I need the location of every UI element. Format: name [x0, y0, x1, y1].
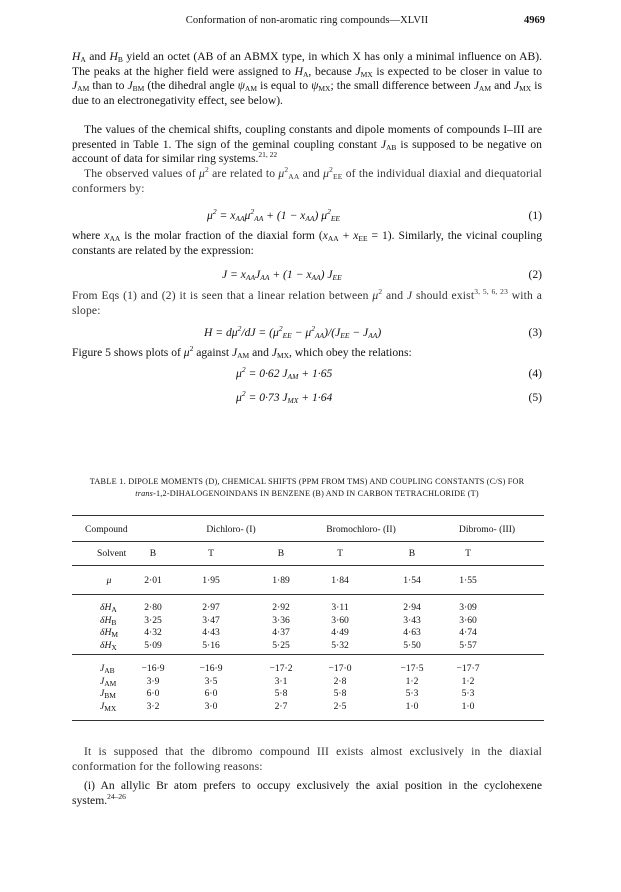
table-cell: 1·89 — [272, 575, 290, 586]
shift-row-label: $\delta H_A$ — [100, 602, 117, 614]
table-cell: −17·0 — [328, 663, 352, 674]
row-header-solvent: Solvent — [97, 548, 127, 559]
equation-4 — [72, 367, 542, 383]
table-cell: 1·0 — [461, 700, 475, 712]
page-number: 4969 — [524, 15, 545, 26]
table-cell: 2·01 — [144, 575, 162, 586]
table-cell: 5·16 — [202, 639, 220, 651]
paragraph-7: It is supposed that the dibromo compound III exists almost exclusively in the diaxial conformation for the following reasons: — [72, 745, 542, 773]
equation-5-number: (5) — [528, 391, 542, 404]
table-cell: 5·32 — [331, 639, 349, 651]
table-cell: 4·63 — [403, 627, 421, 638]
table-rule-2 — [72, 541, 544, 542]
table-cell: 1·95 — [202, 575, 220, 586]
table-cell: 3·0 — [204, 700, 218, 712]
table-cell: 3·60 — [331, 614, 349, 626]
table-cell: 5·09 — [144, 639, 162, 651]
equation-2-number: (2) — [528, 268, 542, 281]
column-header-compound: Compound — [85, 524, 128, 535]
coupling-row-label: $J_{AM}$ — [100, 675, 117, 688]
table-cell: 1·84 — [331, 575, 349, 586]
table-cell: 2·92 — [272, 602, 290, 613]
table-cell: 2·94 — [403, 602, 421, 613]
column-header-compound-2: Bromochloro- (II) — [326, 524, 396, 535]
table-caption-line-1: DIPOLE MOMENTS (D), CHEMICAL SHIFTS (PPM FROM TMS) AND COUPLING CONSTANTS (C/S) FOR — [126, 477, 525, 486]
table-cell: 2·7 — [274, 700, 288, 712]
table-cell: 3·9 — [146, 675, 160, 687]
table-cell: 1·2 — [461, 675, 475, 687]
table-cell: 4·43 — [202, 627, 220, 638]
table-cell: 3·5 — [204, 675, 218, 687]
table-cell: 4·37 — [272, 627, 290, 638]
table-cell: 5·8 — [333, 688, 347, 699]
paragraph-8: (i) An allylic Br atom prefers to occupy exclusively the axial position in the cyclohexene system.$^{24-26}$ — [72, 779, 542, 807]
table-cell: 3·36 — [272, 614, 290, 626]
table-cell: 5·3 — [461, 688, 475, 699]
table-cell: 1·55 — [459, 575, 477, 586]
table-cell: 2·80 — [144, 602, 162, 613]
running-title: Conformation of non-aromatic ring compounds—XLVII — [185, 15, 429, 26]
row-header-mu: μ — [106, 575, 112, 586]
paragraph-1: $H_A$ and $H_B$ yield an octet (AB of an ABMX type, in which X has only a minimal influence on AB). The peaks at the higher field were assigned to $H_A$, because $J_{MX}$ is expected to be closer in value to $J_{AM}$ than to $J_{BM}$ (the dihedral angle $\psi_{AM}$ is equal to $\psi_{MX}$; the small difference between $J_{AM}$ and $J_{MX}$ is due to an electronegativity effect, see below). — [72, 50, 543, 107]
solvent-cell: B — [149, 548, 157, 559]
paragraph-3: The observed values of $\mu^2$ are related to $\mu^2_{AA}$ and $\mu^2_{EE}$ of the individual diaxial and diequatorial conformers by: — [72, 165, 542, 195]
table-cell: 5·3 — [405, 688, 419, 699]
solvent-cell: T — [337, 548, 343, 559]
column-header-compound-1: Dichloro- (I) — [206, 524, 256, 535]
table-cell: 3·2 — [146, 700, 160, 712]
paragraph-6: Figure 5 shows plots of $\mu^2$ against $J_{AM}$ and $J_{MX}$, which obey the relations: — [72, 344, 412, 360]
column-header-compound-3: Dibromo- (III) — [458, 524, 516, 535]
table-caption — [72, 476, 542, 500]
table-cell: 5·50 — [403, 639, 421, 651]
table-cell: 5·8 — [274, 688, 288, 699]
table-cell: 1·54 — [403, 575, 421, 586]
shift-row-label: $\delta H_M$ — [100, 627, 119, 639]
shift-row-label: $\delta H_B$ — [100, 614, 117, 627]
table-cell: 2·97 — [202, 602, 220, 613]
table-cell: −17·7 — [456, 663, 480, 674]
table-cell: 1·0 — [405, 700, 419, 712]
table-cell: 3·25 — [144, 614, 162, 626]
table-caption-label: TABLE 1. — [89, 477, 127, 486]
table-cell: 4·49 — [331, 627, 349, 638]
table-cell: −16·9 — [199, 663, 223, 674]
table-cell: 4·32 — [144, 627, 162, 638]
table-cell: 3·47 — [202, 614, 220, 626]
table-rule-bottom — [72, 720, 544, 721]
equation-5-body: $\mu^2 = 0\cdot 73$ $J_{MX} + 1\cdot 64$ — [236, 389, 333, 405]
table-cell: 2·5 — [333, 700, 347, 712]
table-cell: 3·60 — [459, 614, 477, 626]
paragraph-4: where $x_{AA}$ is the molar fraction of the diaxial form $(x_{AA} + x_{EE} = 1)$. Similarly, the vicinal coupling constants are related by the expression: — [72, 229, 542, 257]
table-cell: −17·5 — [400, 663, 424, 674]
table-cell: −17·2 — [269, 663, 293, 674]
coupling-row-label: $J_{BM}$ — [100, 688, 116, 700]
solvent-cell: T — [465, 548, 471, 559]
coupling-row-label: $J_{AB}$ — [100, 663, 115, 675]
table-rule-5 — [72, 654, 544, 655]
paragraph-2: The values of the chemical shifts, coupling constants and dipole moments of compounds I–III are presented in Table 1. The sign of the geminal coupling constant $J_{AB}$ is supposed to be negative on account of data for similar ring systems.$^{21, 22}$ — [72, 123, 542, 166]
table-cell: 6·0 — [204, 688, 218, 699]
equation-2-body: $J = x_{AA}J_{AA} + (1 - x_{AA})$ $J_{EE}$ — [222, 268, 342, 282]
equation-5 — [72, 391, 542, 407]
shift-row-label: $\delta H_X$ — [100, 639, 117, 652]
equation-3 — [72, 326, 542, 342]
equation-3-number: (3) — [528, 326, 542, 339]
table-cell: 3·43 — [403, 614, 421, 626]
table-rule-top — [72, 515, 544, 516]
coupling-row-label: $J_{MX}$ — [100, 700, 117, 713]
table-cell: −16·9 — [141, 663, 165, 674]
table-rule-3 — [72, 565, 544, 566]
table-cell: 3·11 — [331, 602, 349, 613]
solvent-cell: B — [277, 548, 285, 559]
equation-3-body: $H = d\mu^2/dJ = (\mu^2_{EE} - \mu^2_{AA})/(J_{EE} - J_{AA})$ — [204, 324, 382, 340]
table-caption-italic: trans — [135, 489, 154, 498]
page-header — [72, 15, 545, 31]
equation-4-body: $\mu^2 = 0\cdot 62$ $J_{AM} + 1\cdot 65$ — [236, 365, 333, 381]
table-cell: 3·09 — [459, 602, 477, 613]
table-caption-line-2: -1,2-DIHALOGENOINDANS IN BENZENE (B) AND IN CARBON TETRACHLORIDE (T) — [153, 489, 479, 498]
table-cell: 1·2 — [405, 675, 419, 687]
equation-1-body: $\mu^2 = x_{AA}\mu^2_{AA} + (1 - x_{AA})$ $\mu^2_{EE}$ — [207, 207, 341, 223]
paragraph-5: From Eqs (1) and (2) it is seen that a linear relation between $\mu^2$ and J should exist$^{3, 5, 6, 23}$ with a slope: — [72, 287, 542, 317]
equation-4-number: (4) — [528, 367, 542, 380]
table-rule-4 — [72, 594, 544, 595]
equation-1-number: (1) — [528, 209, 542, 222]
table-cell: 6·0 — [146, 688, 160, 699]
table-cell: 5·57 — [459, 639, 477, 651]
table-cell: 4·74 — [459, 627, 477, 638]
table-cell: 3·1 — [274, 675, 288, 687]
equation-2 — [72, 268, 542, 284]
table-cell: 5·25 — [272, 639, 290, 651]
solvent-cell: B — [408, 548, 416, 559]
solvent-cell: T — [208, 548, 214, 559]
table-cell: 2·8 — [333, 675, 347, 687]
equation-1 — [72, 209, 542, 225]
